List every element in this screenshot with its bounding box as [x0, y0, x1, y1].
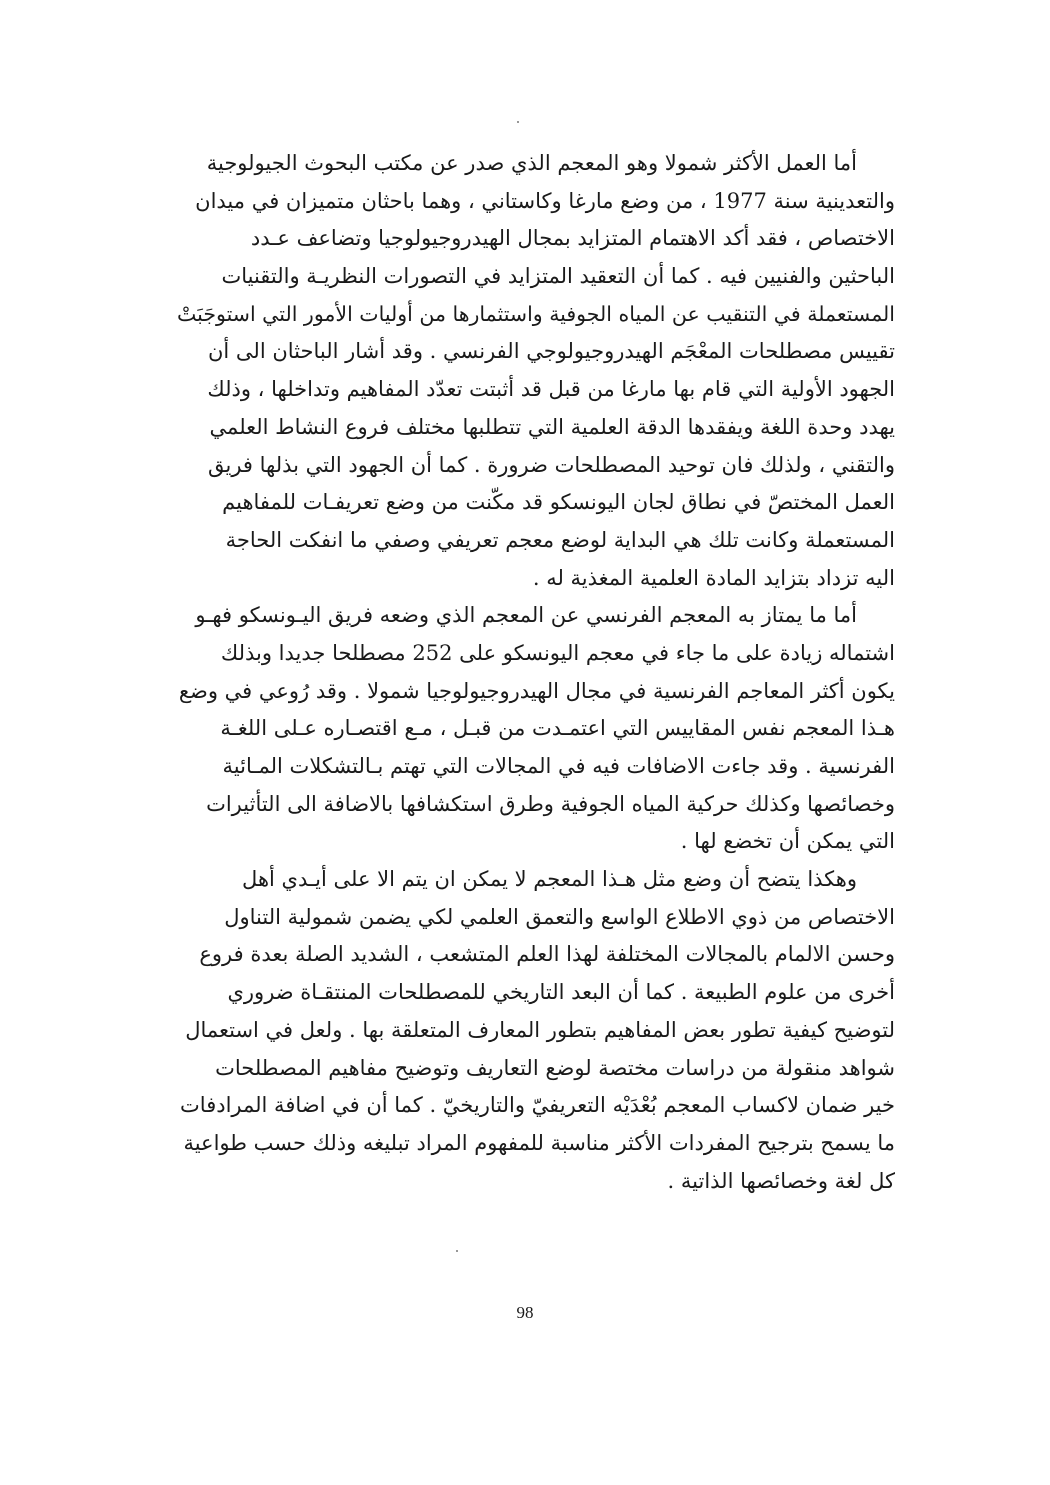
paragraph-1-line-8: يهدد وحدة اللغة ويفقدها الدقة العلمية التي تتطلبها مختلف فروع النشاط العلمي	[209, 414, 895, 439]
paragraph-2-line-6: وخصائصها وكذلك حركية المياه الجوفية وطرق استكشافها بالاضافة الى التأثيرات	[206, 791, 895, 816]
paragraph-3-line-8: ما يسمح بترجيح المفردات الأكثر مناسبة للمفهوم المراد تبليغه وذلك حسب طواعية	[183, 1130, 895, 1155]
scan-speck	[517, 121, 519, 123]
scan-speck	[456, 1250, 458, 1252]
paragraph-1-line-10: العمل المختصّ في نطاق لجان اليونسكو قد مكّنت من وضع تعريفـات للمفاهيم	[222, 490, 895, 515]
paragraph-3-line-7: خير ضمان لاكساب المعجم بُعْدَيْه التعريفيّ والتاريخيّ . كما أن في اضافة المرادفات	[180, 1093, 895, 1118]
paragraph-1-line-5: المستعملة في التنقيب عن المياه الجوفية واستثمارها من أوليات الأمور التي استوجَبَتْ	[177, 301, 895, 326]
paragraph-2-line-5: الفرنسية . وقد جاءت الاضافات فيه في المجالات التي تهتم بـالتشكلات المـائية	[222, 754, 895, 778]
paragraph-3-line-9: كل لغة وخصائصها الذاتية .	[667, 1168, 895, 1193]
paragraph-2-line-3: يكون أكثر المعاجم الفرنسية في مجال الهيدروجيولوجيا شمولا . وقد رُوعي في وضع	[178, 678, 895, 703]
paragraph-3-line-6: شواهد منقولة من دراسات مختصة لوضع التعاريف وتوضيح مفاهيم المصطلحات	[215, 1055, 895, 1080]
paragraph-1-line-4: الباحثين والفنيين فيه . كما أن التعقيد المتزايد في التصورات النظريـة والتقنيات	[221, 264, 895, 289]
paragraph-2-line-4: هـذا المعجم نفس المقاييس التي اعتمـدت من قبـل ، مـع اقتصـاره عـلى اللغـة	[220, 716, 895, 741]
paragraph-1-line-2: والتعدينية سنة 1977 ، من وضع مارغا وكاستاني ، وهما باحثان متميزان في ميدان	[195, 188, 895, 213]
paragraph-3-line-2: الاختصاص من ذوي الاطلاع الواسع والتعمق العلمي لكي يضمن شمولية التناول	[224, 904, 895, 929]
paragraph-3-line-1: وهكذا يتضح أن وضع مثل هـذا المعجم لا يمكن ان يتم الا على أيـدي أهل	[242, 867, 857, 892]
paragraph-1-line-11: المستعملة وكانت تلك هي البداية لوضع معجم تعريفي وصفي ما انفكت الحاجة	[225, 527, 895, 552]
paragraph-1-line-3: الاختصاص ، فقد أكد الاهتمام المتزايد بمجال الهيدروجيولوجيا وتضاعف عـدد	[250, 226, 895, 251]
paragraph-2-line-1: أما ما يمتاز به المعجم الفرنسي عن المعجم الذي وضعه فريق اليـونسكو فهـو	[195, 603, 857, 628]
page-number: 98	[516, 1303, 534, 1322]
paragraph-1-line-7: الجهود الأولية التي قام بها مارغا من قبل قد أثبتت تعدّد المفاهيم وتداخلها ، وذلك	[207, 377, 895, 402]
paragraph-3-line-3: وحسن الالمام بالمجالات المختلفة لهذا العلم المتشعب ، الشديد الصلة بعدة فروع	[199, 942, 895, 967]
paragraph-3-line-4: أخرى من علوم الطبيعة . كما أن البعد التاريخي للمصطلحات المنتقـاة ضروري	[227, 980, 895, 1005]
paragraph-1-line-9: والتقني ، ولذلك فان توحيد المصطلحات ضرورة . كما أن الجهود التي بذلها فريق	[207, 452, 895, 477]
paragraph-3-line-5: لتوضيح كيفية تطور بعض المفاهيم بتطور المعارف المتعلقة بها . ولعل في استعمال	[185, 1017, 895, 1042]
paragraph-1-line-12: اليه تزداد بتزايد المادة العلمية المغذية له .	[532, 565, 895, 590]
paragraph-1-line-6: تقييس مصطلحات المعْجَم الهيدروجيولوجي الفرنسي . وقد أشار الباحثان الى أن	[208, 339, 895, 364]
body-text	[175, 145, 895, 1200]
paragraph-2-line-7: التي يمكن أن تخضع لها .	[680, 829, 895, 854]
paragraph-2-line-2: اشتماله زيادة على ما جاء في معجم اليونسكو على 252 مصطلحا جديدا وبذلك	[220, 640, 895, 665]
paragraph-1-line-1: أما العمل الأكثر شمولا وهو المعجم الذي صدر عن مكتب البحوث الجيولوجية	[206, 151, 857, 175]
